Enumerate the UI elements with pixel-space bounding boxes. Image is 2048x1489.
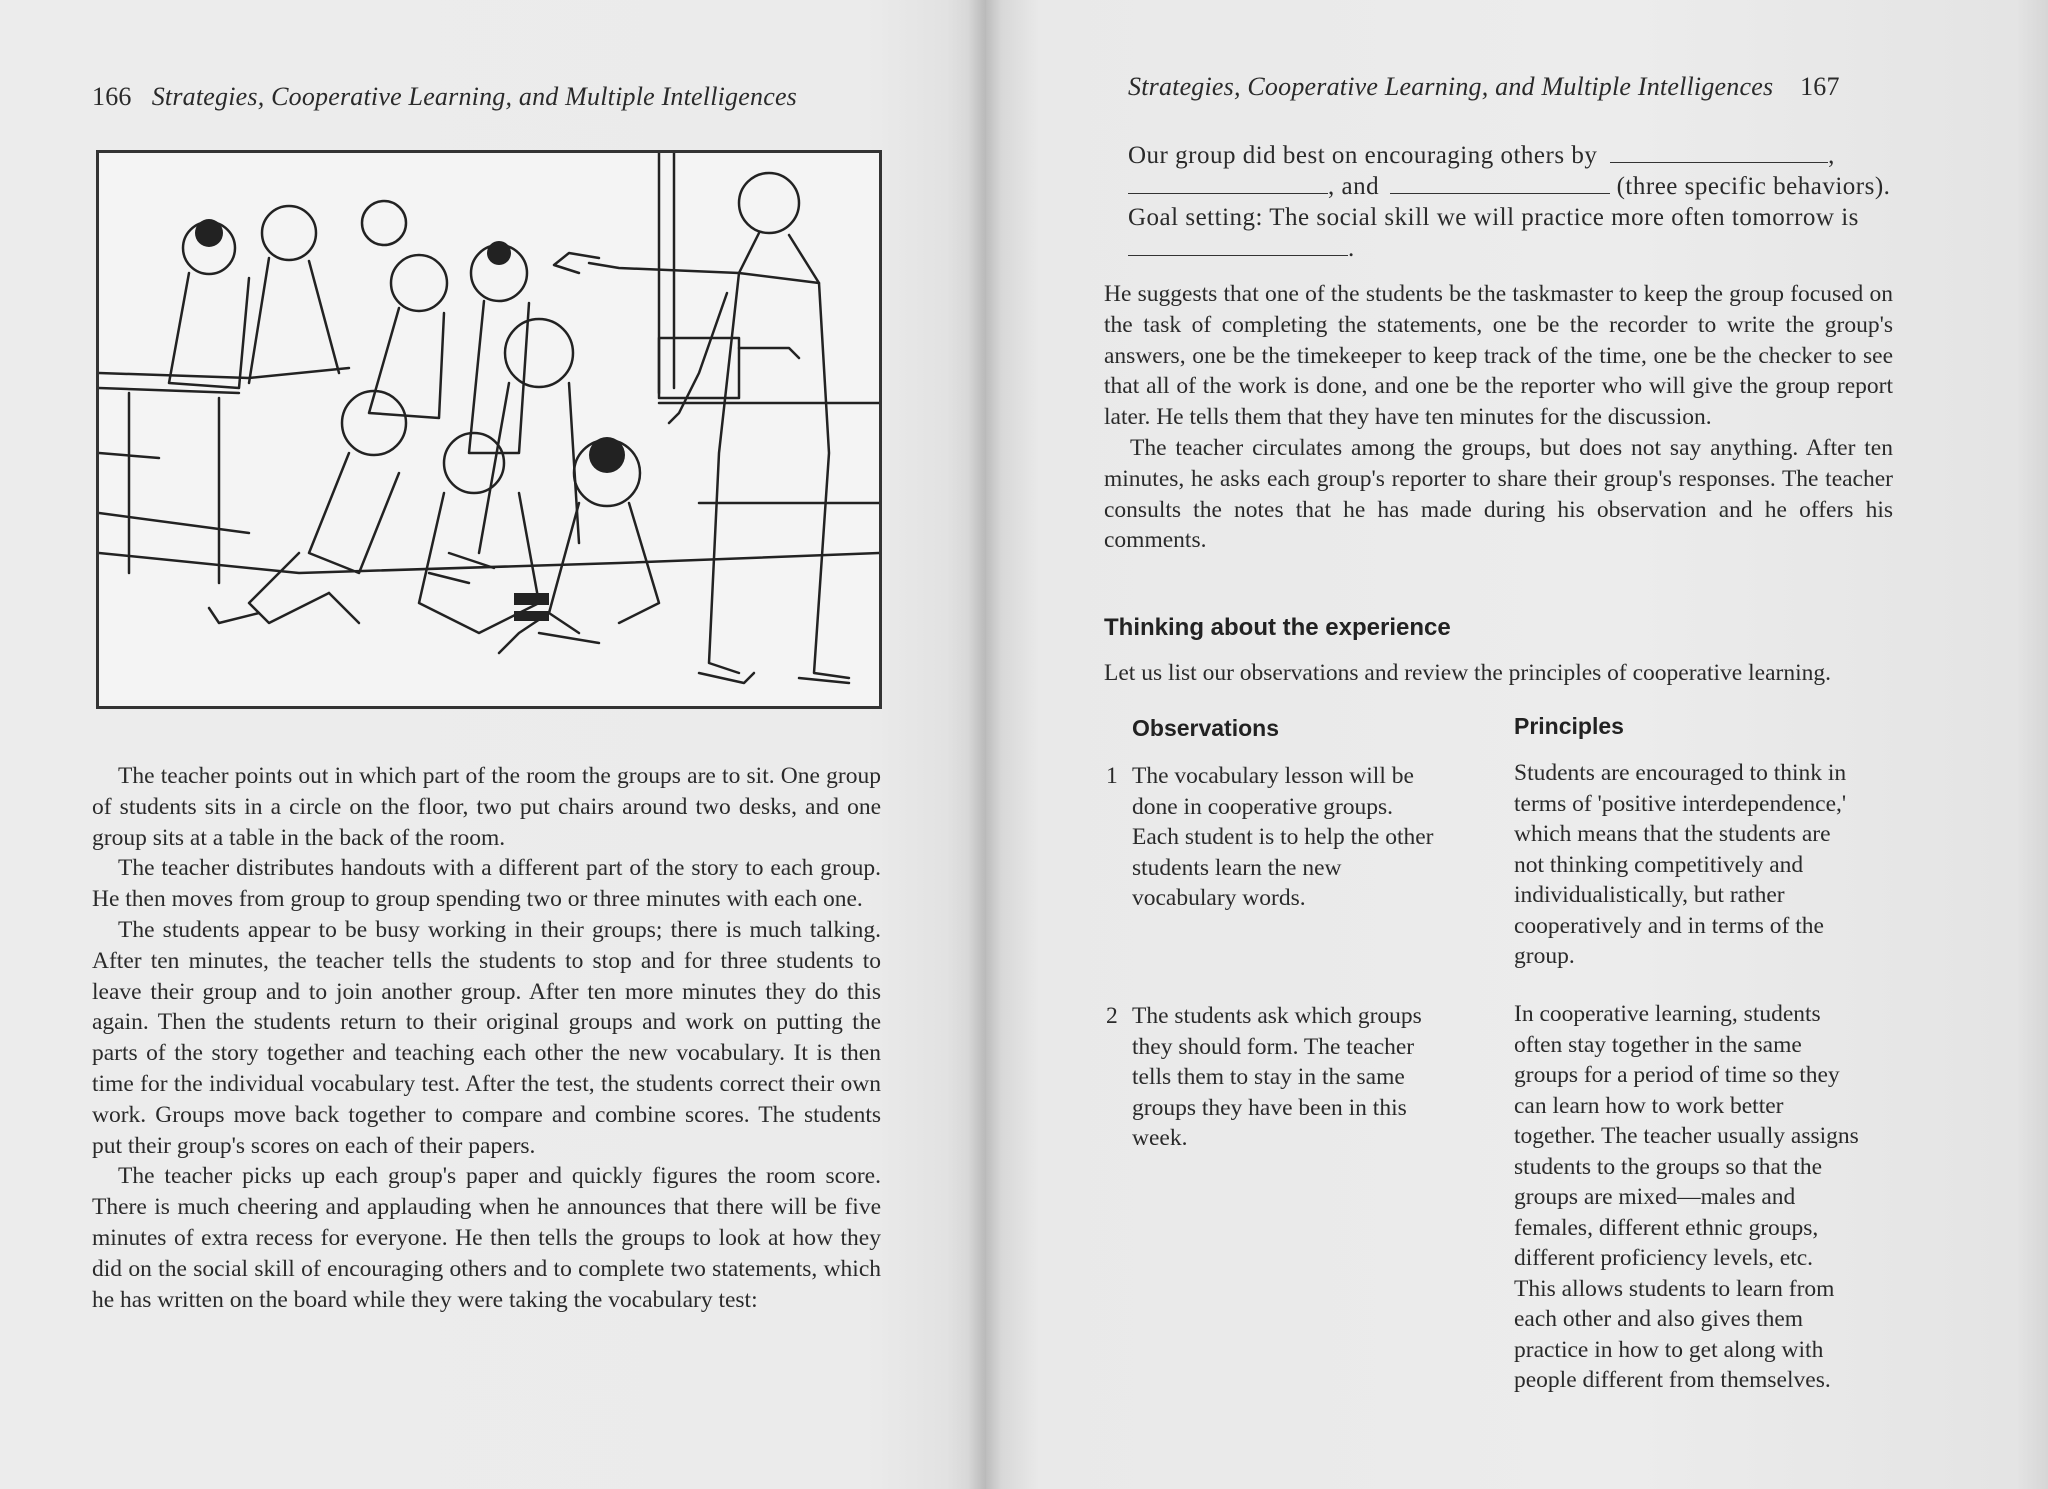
worksheet-line-3	[1128, 202, 1898, 233]
classroom-drawing	[99, 153, 879, 706]
worksheet-line-2	[1128, 171, 1898, 202]
observation-1-line-2: done in cooperative groups.	[1132, 793, 1394, 820]
observation-2-line-3: tells them to stay in the same	[1132, 1064, 1405, 1090]
observation-1-line-3: Each student is to help the other	[1132, 824, 1434, 850]
principle-2-line-8: females, different ethnic groups,	[1514, 1214, 1819, 1241]
observations-heading: Observations	[1132, 715, 1279, 741]
observation-item-1	[1106, 761, 1486, 921]
section-intro	[1104, 658, 1904, 689]
principle-1-line-5: individualistically, but rather	[1514, 882, 1785, 908]
left-running-title: Strategies, Cooperative Learning, and Multiple Intelligences	[151, 82, 797, 111]
right-running-head	[1128, 72, 1840, 102]
right-running-title: Strategies, Cooperative Learning, and Multiple Intelligences	[1128, 72, 1774, 101]
worksheet-statement-1: Our group did best on encouraging others by	[1128, 142, 1598, 169]
principle-1-line-4: not thinking competitively and	[1514, 851, 1804, 878]
observation-2-text	[1132, 1001, 1422, 1154]
observation-2-line-4: groups they have been in this	[1132, 1094, 1407, 1121]
right-page-number: 167	[1800, 72, 1840, 101]
worksheet-line-1: Our group did best on encouraging others by ,	[1128, 142, 1835, 169]
principle-1-line-2: terms of 'positive interdependence,'	[1514, 790, 1847, 817]
principles-heading: Principles	[1514, 713, 1624, 739]
principle-2-line-12: practice in how to get along with	[1514, 1336, 1824, 1363]
principle-1-line-7: group.	[1514, 943, 1575, 969]
observation-item-2	[1106, 1001, 1486, 1161]
principle-2-line-2: often stay together in the same	[1514, 1031, 1802, 1058]
principle-2-line-11: each other and also gives them	[1514, 1306, 1804, 1332]
section-heading: Thinking about the experience	[1104, 614, 1451, 641]
observation-2-line-2: they should form. The teacher	[1132, 1033, 1415, 1060]
item-number-2: 2	[1106, 1003, 1118, 1029]
observation-2-line-1: The students ask which groups	[1132, 1003, 1422, 1029]
principle-2-line-1: In cooperative learning, students	[1514, 1001, 1821, 1027]
worksheet-line-4: .	[1128, 233, 1898, 264]
blank-4	[1128, 237, 1348, 256]
right-body-text	[1104, 279, 1893, 556]
observation-1-text	[1132, 761, 1434, 914]
principle-2-line-3: groups for a period of time so they	[1514, 1062, 1840, 1088]
observation-1-line-5: vocabulary words.	[1132, 885, 1306, 911]
item-number-1: 1	[1106, 763, 1118, 789]
classroom-illustration	[96, 150, 882, 709]
blank-1	[1610, 144, 1828, 163]
left-paragraph-3: The students appear to be busy working in their groups; there is much talking. After ten minutes, the teacher tells the students to stop and for three students to leave their group and to join another group. After ten more minutes they do this again. Then the students return to their original groups and work on putting the parts of the story together and teaching each other the new vocabulary. It is then time for the individual vocabulary test. After the test, the students correct their own work. Groups move back together to compare and combine scores. The students put their group's scores on each of their papers.	[92, 916, 881, 1159]
principle-2-line-10: This allows students to learn from	[1514, 1275, 1835, 1302]
right-paragraph-1: He suggests that one of the students be the taskmaster to keep the group focused on the task of completing the statements, one be the recorder to write the group's answers, one be the timekeeper to keep track of the time, one be the checker to see that all of the work is done, and one be the reporter who will give the group report later. He tells them that they have ten minutes for the discussion.	[1104, 281, 1893, 431]
left-page-number: 166	[92, 82, 132, 111]
principle-2-line-9: different proficiency levels, etc.	[1514, 1245, 1814, 1271]
blank-2	[1128, 175, 1328, 194]
principle-item-1	[1514, 758, 1904, 972]
principle-2-line-7: groups are mixed—males and	[1514, 1184, 1796, 1210]
worksheet-goal-setting: Goal setting: The social skill we will practice more often tomorrow is	[1128, 204, 1859, 231]
principle-2-line-4: can learn how to work better	[1514, 1092, 1784, 1119]
left-running-head	[92, 82, 797, 112]
intro-text: Let us list our observations and review the principles of cooperative learning.	[1104, 660, 1831, 686]
observation-1-line-4: students learn the new	[1132, 854, 1342, 881]
left-paragraph-4: The teacher picks up each group's paper and quickly figures the room score. There is much cheering and applauding when he announces that there will be five minutes of extra recess for everyone. He then tells the groups to look at how they did on the social skill of encouraging others and to complete two statements, which he has written on the board while they were taking the vocabulary test:	[92, 1163, 881, 1313]
worksheet-statements	[1128, 140, 1898, 264]
principle-1-line-6: cooperatively and in terms of the	[1514, 912, 1824, 939]
observation-2-line-5: week.	[1132, 1125, 1188, 1151]
left-body-text	[92, 761, 881, 1315]
worksheet-behaviors: (three specific behaviors).	[1616, 173, 1891, 200]
principle-2-line-13: people different from themselves.	[1514, 1367, 1831, 1393]
left-paragraph-2: The teacher distributes handouts with a different part of the story to each group. He then moves from group to group spending two or three minutes with each one.	[92, 855, 881, 913]
principle-1-line-3: which means that the students are	[1514, 821, 1831, 847]
worksheet-and: , and	[1328, 173, 1380, 200]
principle-2-line-6: students to the groups so that the	[1514, 1153, 1823, 1180]
observation-1-line-1: The vocabulary lesson will be	[1132, 763, 1414, 789]
principle-1-line-1: Students are encouraged to think in	[1514, 760, 1847, 786]
principle-item-2	[1514, 999, 1904, 1396]
left-page	[0, 0, 986, 1489]
principle-2-line-5: together. The teacher usually assigns	[1514, 1123, 1859, 1149]
left-paragraph-1: The teacher points out in which part of the room the groups are to sit. One group of students sits in a circle on the floor, two put chairs around two desks, and one group sits at a table in the back of the room.	[92, 763, 881, 851]
right-paragraph-2: The teacher circulates among the groups, but does not say anything. After ten minutes, he asks each group's reporter to share their group's responses. The teacher consults the notes that he has made during his observation and he offers his comments.	[1104, 434, 1893, 554]
blank-3	[1390, 175, 1610, 194]
